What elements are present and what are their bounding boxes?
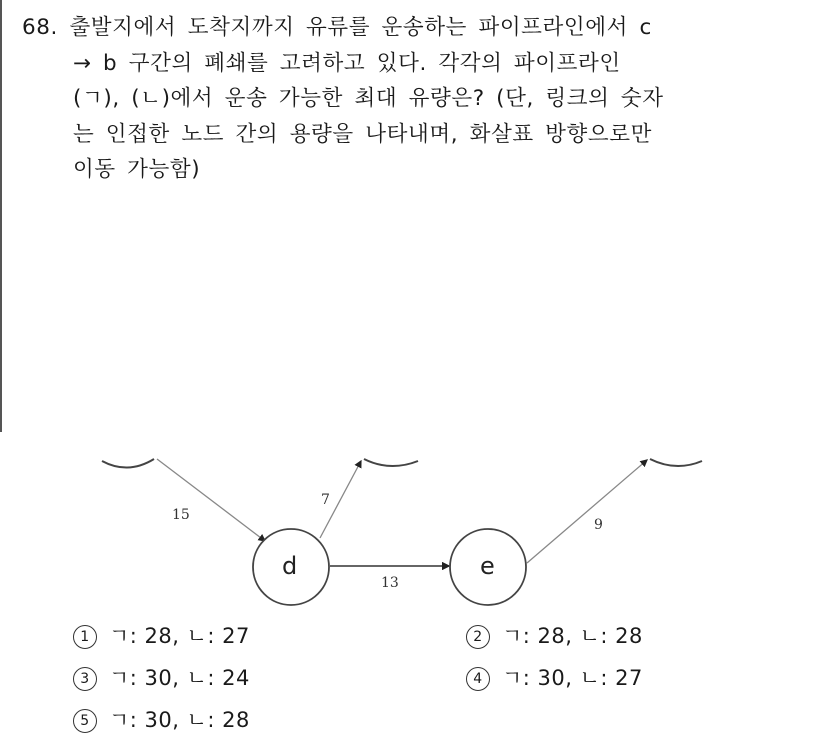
node-d-label: d — [282, 552, 298, 580]
question-text-1: 출발지에서 도착지까지 유류를 운송하는 파이프라인에서 c — [69, 15, 652, 40]
edge-9-capacity: 9 — [594, 517, 603, 533]
option-text-1: ㄱ: 28, ㄴ: 27 — [109, 624, 250, 648]
question-line-1 — [22, 10, 812, 46]
option-number-1: 1 — [73, 625, 97, 649]
option-text-4: ㄱ: 30, ㄴ: 27 — [502, 666, 643, 690]
page-left-border — [0, 0, 2, 432]
edge-7-capacity: 7 — [321, 492, 330, 508]
option-text-5: ㄱ: 30, ㄴ: 28 — [109, 708, 250, 732]
question-number: 68. — [22, 15, 58, 40]
option-number-2: 2 — [466, 625, 490, 649]
option-3[interactable] — [73, 662, 250, 692]
option-number-3: 3 — [73, 667, 97, 691]
question-line-4: 는 인접한 노드 간의 용량을 나타내며, 화살표 방향으로만 — [73, 121, 652, 147]
question-line-3: (ㄱ), (ㄴ)에서 운송 가능한 최대 유량은? (단, 링크의 숫자 — [73, 86, 664, 111]
option-1[interactable] — [73, 620, 250, 650]
question-line-2: → b 구간의 폐쇄를 고려하고 있다. 각각의 파이프라인 — [73, 50, 621, 76]
node-e-label: e — [480, 552, 495, 580]
option-text-3: ㄱ: 30, ㄴ: 24 — [109, 666, 250, 690]
edge-9 — [527, 460, 647, 563]
upper-middle-node-arc — [364, 459, 418, 466]
edge-15-capacity: 15 — [172, 507, 190, 523]
network-graph — [0, 440, 826, 610]
upper-right-node-arc — [650, 459, 702, 466]
network-diagram — [0, 440, 826, 610]
option-number-4: 4 — [466, 667, 490, 691]
edge-13-capacity: 13 — [381, 575, 399, 591]
question-line-5: 이동 가능함) — [73, 157, 201, 182]
option-2[interactable] — [466, 620, 643, 650]
option-text-2: ㄱ: 28, ㄴ: 28 — [502, 624, 643, 648]
option-4[interactable] — [466, 662, 643, 692]
upper-left-node-arc — [102, 459, 154, 468]
edge-15 — [157, 459, 265, 541]
question-block — [22, 10, 812, 188]
option-5[interactable] — [73, 704, 250, 734]
option-number-5: 5 — [73, 709, 97, 733]
